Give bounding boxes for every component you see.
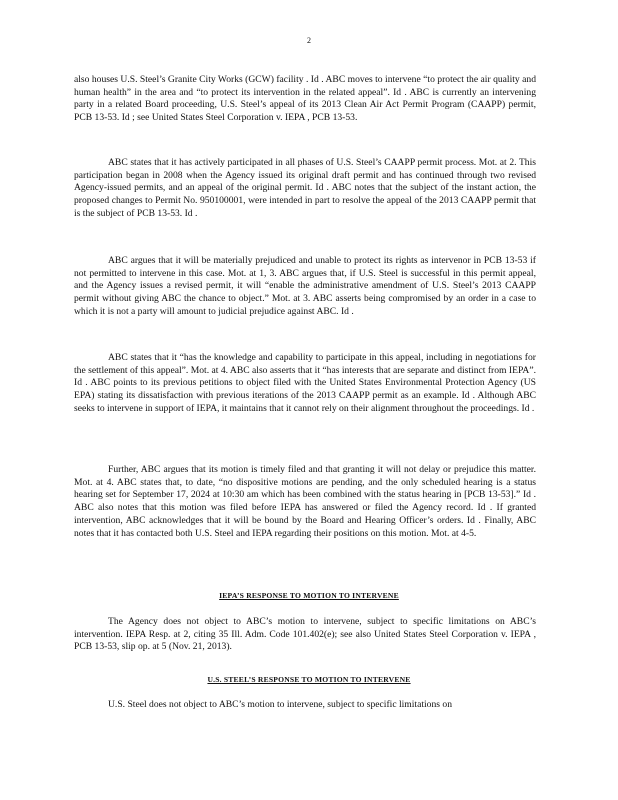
paragraph-text: Further, ABC argues that its motion is timely filed and that granting it will not delay or prejudice this matter. Mot. at 4. ABC states that, to date, “no dispositive motions are pending, and the only scheduled hearing is a status hearing set for September 17, 2024 at 10:30 am which has been combined with the status hearing in [PCB 13-53].” Id . ABC also notes that this motion was filed before IEPA has answered or filed the Agency record. Id . If granted intervention, ABC acknowledges that it will be bound by the Board and Hearing Officer’s orders. Id . Finally, ABC notes that it has contacted both U.S. Steel and IEPA regarding their positions on this motion. Mot. at 4-5.	[74, 464, 536, 539]
paragraph-participation	[74, 157, 536, 221]
paragraph-steel-response	[74, 699, 536, 712]
paragraph-knowledge	[74, 352, 536, 416]
paragraph-timeliness	[74, 464, 536, 540]
paragraph-text: ABC states that it has actively participated in all phases of U.S. Steel’s CAAPP permit process. Mot. at 2. This participation began in 2008 when the Agency issued its original draft permit and has continued through two revised Agency-issued permits, and an appeal of the original permit. Id . ABC notes that the subject of the instant action, the proposed changes to Permit No. 950100001, were intended in part to resolve the appeal of the 2013 CAAPP permit that is the subject of PCB 13-53. Id .	[74, 157, 536, 219]
section-heading-steel-response: U.S. STEEL’S RESPONSE TO MOTION TO INTERVENE	[207, 675, 411, 684]
page-number: 2	[307, 36, 311, 45]
paragraph-text: The Agency does not object to ABC’s motion to intervene, subject to specific limitations on ABC’s intervention. IEPA Resp. at 2, citing 35 Ill. Adm. Code 101.402(e); see also United States Steel Corporation v. IEPA , PCB 13-53, slip op. at 5 (Nov. 21, 2013).	[74, 616, 536, 653]
section-heading-iepa-response: IEPA’S RESPONSE TO MOTION TO INTERVENE	[219, 591, 399, 600]
paragraph-agency-response	[74, 616, 536, 654]
paragraph-prejudice	[74, 255, 536, 319]
paragraph-text: U.S. Steel does not object to ABC’s motion to intervene, subject to specific limitations on	[108, 699, 453, 710]
paragraph-text: ABC states that it “has the knowledge and capability to participate in this appeal, including in negotiations for the settlement of this appeal”. Mot. at 4. ABC also asserts that it “has interests that are separate and distinct from IEPA”. Id . ABC points to its previous petitions to object filed with the United States Environmental Protection Agency (US EPA) stating its dissatisfaction with previous iterations of the 2013 CAAPP permit as an example. Id . Although ABC seeks to intervene in support of IEPA, it maintains that it cannot rely on their alignment throughout the proceedings. Id .	[74, 352, 536, 414]
paragraph-background	[74, 74, 536, 125]
paragraph-text: also houses U.S. Steel’s Granite City Works (GCW) facility . Id . ABC moves to intervene “to protect the air quality and human health” in the area and “to protect its intervention in the related appeal”. Id . ABC is currently an intervening party in a related Board proceeding, U.S. Steel’s appeal of its 2013 Clean Air Act Permit Program (CAAPP) permit, PCB 13-53. Id ; see United States Steel Corporation v. IEPA , PCB 13-53.	[74, 74, 536, 124]
paragraph-text: ABC argues that it will be materially prejudiced and unable to protect its rights as intervenor in PCB 13-53 if not permitted to intervene in this case. Mot. at 1, 3. ABC argues that, if U.S. Steel is successful in this permit appeal, and the Agency issues a revised permit, it will “enable the administrative amendment of U.S. Steel’s 2013 CAAPP permit without giving ABC the chance to object.” Mot. at 3. ABC asserts being compromised by an order in a case to which it is not a party will amount to judicial prejudice against ABC. Id .	[74, 255, 536, 317]
